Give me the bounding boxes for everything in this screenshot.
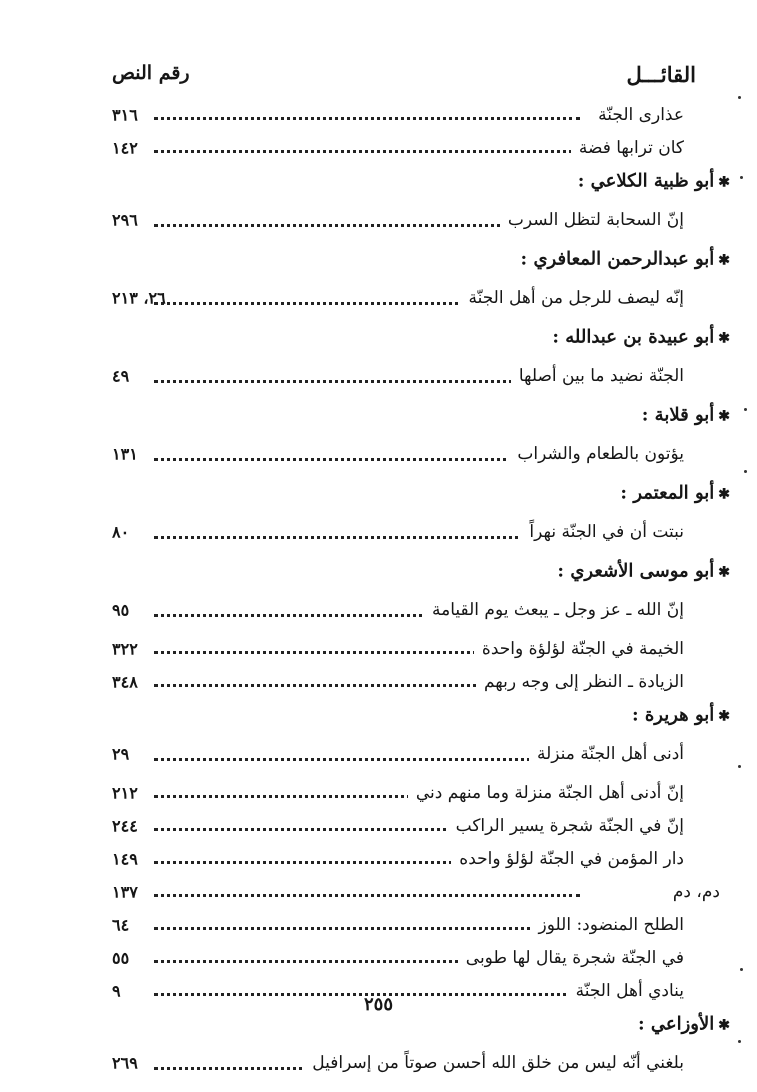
asterisk-icon: ✱	[718, 1017, 730, 1034]
index-entry	[112, 732, 730, 776]
speaker-column-heading: القائـــل	[626, 62, 696, 87]
speaker-name	[552, 327, 730, 348]
speaker-heading	[112, 698, 730, 732]
entry-number: ١٤٩	[112, 849, 138, 868]
index-entry	[112, 842, 730, 875]
entry-text: ينادي أهل الجنّة	[568, 981, 684, 1001]
speaker-name	[521, 249, 730, 270]
entry-number: ٨٠	[112, 522, 130, 542]
index-entry	[112, 665, 730, 698]
entry-text: الخيمة في الجنّة لؤلؤة واحدة	[474, 639, 684, 659]
speaker-label: أبو قلابة :	[641, 404, 715, 426]
dot-leader	[154, 536, 580, 539]
entry-number: ٢٤٤	[112, 816, 138, 835]
index-entry	[112, 354, 730, 398]
speaker-name	[632, 705, 730, 726]
index-header	[112, 62, 702, 98]
page-number: ٢٥٥	[363, 994, 393, 1015]
entry-number: ٢٩	[112, 744, 130, 764]
entry-text: في الجنّة شجرة يقال لها طوبى	[458, 948, 684, 968]
dot-leader	[154, 150, 580, 153]
index-entry	[112, 510, 730, 554]
asterisk-icon: ✱	[718, 708, 730, 725]
speaker-label: الأوزاعي :	[637, 1013, 715, 1035]
speaker-label: أبو عبدالرحمن المعافري :	[520, 248, 715, 270]
speaker-name	[620, 483, 730, 504]
entry-number: ٥٥	[112, 948, 130, 967]
entry-text: كان ترابها فضة	[571, 138, 684, 158]
index-entry	[112, 98, 730, 131]
scan-speck	[738, 765, 741, 768]
entry-text: إنّ الله ـ عز وجل ـ يبعث يوم القيامة	[424, 600, 684, 620]
index-entry	[112, 588, 730, 632]
speaker-heading	[112, 320, 730, 354]
entry-text: بلغني أنّه ليس من خلق الله أحسن صوتاً من إسرافيل	[304, 1053, 684, 1073]
asterisk-icon: ✱	[718, 408, 730, 425]
speaker-name	[638, 1014, 730, 1035]
scan-speck	[744, 408, 747, 411]
scan-speck	[744, 470, 747, 473]
entry-number: ٦٤	[112, 915, 130, 934]
entry-text: إنّ أدنى أهل الجنّة منزلة وما منهم دني	[408, 783, 684, 803]
index-entry	[112, 432, 730, 476]
speaker-label: أبو المعتمر :	[620, 482, 715, 504]
scan-speck	[740, 176, 743, 179]
entry-number: ٢١٢	[112, 783, 138, 802]
index-entry	[112, 131, 730, 164]
entry-text: إنّ السحابة لتظل السرب	[500, 210, 684, 230]
entry-number: ٢٦، ٢١٣	[112, 288, 166, 308]
index-entry	[112, 776, 730, 809]
scan-speck	[738, 1040, 741, 1043]
dot-leader	[154, 117, 580, 120]
speaker-heading	[112, 242, 730, 276]
number-column-heading: رقم النص	[112, 62, 190, 84]
index-entry	[112, 908, 730, 941]
asterisk-icon: ✱	[718, 564, 730, 581]
entry-number: ١٣١	[112, 444, 138, 464]
entry-text: يؤتون بالطعام والشراب	[509, 444, 684, 464]
speaker-name	[557, 561, 730, 582]
speaker-label: أبو عبيدة بن عبدالله :	[552, 326, 715, 348]
entry-number: ٣٢٢	[112, 639, 138, 658]
index-entry	[112, 276, 730, 320]
dot-leader	[154, 927, 580, 930]
entry-text: عذارى الجنّة	[590, 105, 684, 125]
speaker-heading	[112, 554, 730, 588]
entry-text: أدنى أهل الجنّة منزلة	[529, 744, 684, 764]
entry-number: ٢٩٦	[112, 210, 138, 230]
asterisk-icon: ✱	[718, 330, 730, 347]
entry-number: ١٣٧	[112, 882, 138, 901]
entry-text: إنّ في الجنّة شجرة يسير الراكب	[448, 816, 684, 836]
entry-number: ٣٤٨	[112, 672, 138, 691]
asterisk-icon: ✱	[718, 486, 730, 503]
scan-speck	[738, 96, 741, 99]
entry-number: ٤٩	[112, 366, 130, 386]
index-entry	[112, 1041, 730, 1085]
speaker-heading	[112, 398, 730, 432]
entry-text: الجنّة نضيد ما بين أصلها	[511, 366, 684, 386]
index-entry	[112, 198, 730, 242]
entry-text: إنّه ليصف للرجل من أهل الجنّة	[460, 288, 684, 308]
index-entry	[112, 875, 730, 908]
speaker-label: أبو ظبية الكلاعي :	[577, 170, 715, 192]
index-entry	[112, 941, 730, 974]
dot-leader	[154, 758, 580, 761]
index-list	[112, 98, 730, 1085]
entry-text: نبتت أن في الجنّة نهراً	[521, 522, 684, 542]
entry-number: ٣١٦	[112, 105, 138, 124]
scan-speck	[740, 968, 743, 971]
entry-text: الطلح المنضود: اللوز	[531, 915, 684, 935]
dot-leader	[154, 894, 580, 897]
asterisk-icon: ✱	[718, 252, 730, 269]
entry-text: دار المؤمن في الجنّة لؤلؤ واحده	[451, 849, 684, 869]
entry-text: دم، دم	[665, 882, 720, 902]
entry-number: ٩٥	[112, 600, 130, 620]
asterisk-icon: ✱	[718, 174, 730, 191]
entry-text: الزيادة ـ النظر إلى وجه ربهم	[476, 672, 684, 692]
speaker-heading	[112, 476, 730, 510]
entry-number: ٢٦٩	[112, 1053, 138, 1073]
speaker-name	[642, 405, 730, 426]
index-entry	[112, 632, 730, 665]
speaker-name	[578, 171, 730, 192]
entry-number: ٩	[112, 981, 121, 1000]
speaker-label: أبو هريرة :	[631, 704, 715, 726]
entry-number: ١٤٢	[112, 138, 138, 157]
speaker-heading	[112, 164, 730, 198]
speaker-label: أبو موسى الأشعري :	[557, 560, 715, 582]
index-entry	[112, 809, 730, 842]
